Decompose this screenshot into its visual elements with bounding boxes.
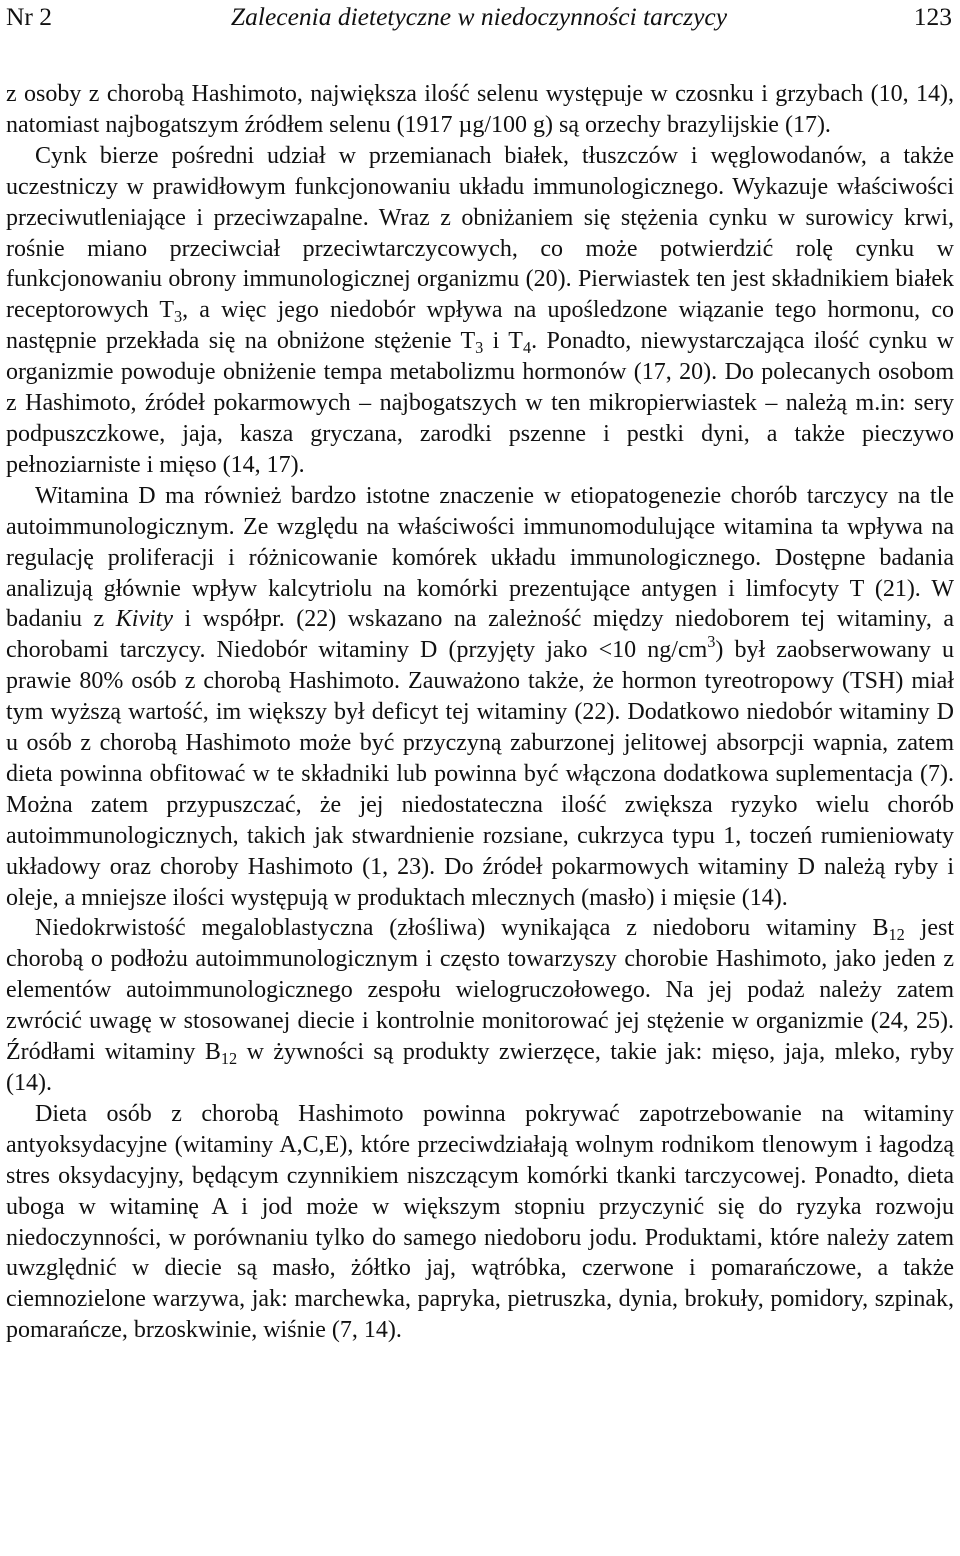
paragraph-selenium-end: [6, 79, 954, 141]
paragraph-text: Witamina D ma również bardzo istotne znaczenie w etiopatogenezie chorób tarczycy na tle autoimmunologicznym. Ze względu na właściwości immunomodulujące witamina ta wpływa na regulację proliferacji i różnicowanie komórek układu immunologicznego. Dostępne badania analizują głównie wpływ kalcytriolu na komórki prezentujące antygen i limfocyty T (21). W badaniu z: [6, 482, 954, 633]
running-header: [6, 2, 952, 34]
paragraph-text: Dieta osób z chorobą Hashimoto powinna pokrywać zapotrzebowanie na witaminy antyoksydacyjne (witaminy A,C,E), które przeciwdziałają wolnym rodnikom tlenowym i łagodzą stres oksydacyjny, będącym czynnikiem niszczącym komórki tkanki tarczycowej. Ponadto, dieta uboga w witaminę A i jod może w większym stopniu przyczynić się do ryzyka rozwoju niedoczynności, w porównaniu tylko do samego niedoboru jodu. Produktami, które należy zatem uwzględnić w diecie są masło, żółtko jaj, wątróbka, czerwone i pomarańczowe, a także ciemnozielone warzywa, jak: marchewka, papryka, pietruszka, dynia, brokuły, pomidory, szpinak, pomarańcze, brzoskwinie, wiśnie (7, 14).: [6, 1100, 954, 1344]
paragraph-text: z osoby z chorobą Hashimoto, największa ilość selenu występuje w czosnku i grzybach (10, 14), natomiast najbogatszym źródłem selenu (1917 µg/100 g) są orzechy brazylijskie (17).: [6, 81, 954, 138]
paragraph-text: Niedokrwistość megaloblastyczna (złośliwa) wynikająca z niedoboru witaminy B: [35, 915, 889, 942]
paragraph-zinc: [6, 141, 954, 481]
running-title: Zalecenia dietetyczne w niedoczynności tarczycy: [230, 2, 728, 31]
journal-issue: Nr 2: [6, 2, 53, 31]
paragraph-text: , a więc jego niedobór wpływa na upośledzone wiązanie tego hormonu, co następnie przekłada się na obniżone stężenie T: [6, 297, 954, 355]
paragraph-antioxidants: [6, 1099, 954, 1346]
paragraph-text: i T: [483, 328, 523, 355]
paragraph-text: w żywności są produkty zwierzęce, takie jak: mięso, jaja, mleko, ryby (14).: [6, 1039, 954, 1096]
paragraph-text: . Ponadto, niewystarczająca ilość cynku w organizmie powoduje obniżenie tempa metabolizmu hormonów (17, 20). Do polecanych osobom z Hashimoto, źródeł pokarmowych – najbogatszych w ten mikropierwiastek – należą m.in: sery podpuszczkowe, jaja, kasza gryczana, zarodki pszenne i pestki dyni, a także pieczywo pełnoziarniste i mięso (14, 17).: [6, 328, 954, 478]
author-name: Kivity: [115, 606, 174, 633]
paragraph-text: i współpr. (22) wskazano na zależność między niedoborem tej witaminy, a chorobami tarczycy. Niedobór witaminy D (przyjęty jako <10 ng/cm: [6, 606, 955, 664]
superscript: 3: [707, 632, 716, 652]
article-body: [6, 79, 954, 1346]
subscript: 3: [475, 338, 484, 358]
paragraph-text: jest chorobą o podłożu autoimmunologicznym i często towarzyszy chorobie Hashimoto, jako jeden z elementów autoimmunologicznego zespołu wielogruczołowego. Na jej podaż należy zatem zwrócić uwagę w stosowanej diecie i kontrolnie monitorować jej stężenie w organizmie (24, 25). Źródłami witaminy B: [6, 915, 954, 1066]
subscript: 4: [522, 338, 532, 358]
subscript: 12: [220, 1048, 238, 1068]
paragraph-vitamin-b12: [6, 913, 954, 1098]
subscript: 12: [888, 925, 905, 945]
paragraph-vitamin-d: [6, 481, 954, 914]
subscript: 3: [173, 307, 183, 327]
page-number: 123: [913, 2, 952, 31]
paragraph-text: Cynk bierze pośredni udział w przemianach białek, tłuszczów i węglowodanów, a także uczestniczy w prawidłowym funkcjonowaniu układu immunologicznego. Wykazuje właściwości przeciwutleniające i przeciwzapalne. Wraz z obniżaniem się stężenia cynku w surowicy krwi, rośnie miano przeciwciał przeciwtarczycowych, co może potwierdzić rolę cynku w funkcjonowaniu obrony immunologicznej organizmu (20). Pierwiastek ten jest składnikiem białek receptorowych T: [6, 142, 954, 324]
paragraph-text: ) był zaobserwowany u prawie 80% osób z chorobą Hashimoto. Zauważono także, że hormon tyreotropowy (TSH) miał tym wyższą wartość, im większy był deficyt tej witaminy (22). Dodatkowo niedobór witaminy D u osób z chorobą Hashimoto może być przyczyną zaburzonej jelitowej absorpcji wapnia, zatem dieta powinna obfitować w te składniki lub powinna być włączona dodatkowa suplementacja (7). Można zatem przypuszczać, że jej niedostateczna ilość zwiększa ryzyko wielu chorób autoimmunologicznych, takich jak stwardnienie rozsiane, cukrzyca typu 1, toczeń rumieniowaty układowy oraz choroby Hashimoto (1, 23). Do źródeł pokarmowych witaminy D należą ryby i oleje, a mniejsze ilości występują w produktach mlecznych (masło) i mięsie (14).: [6, 637, 954, 911]
